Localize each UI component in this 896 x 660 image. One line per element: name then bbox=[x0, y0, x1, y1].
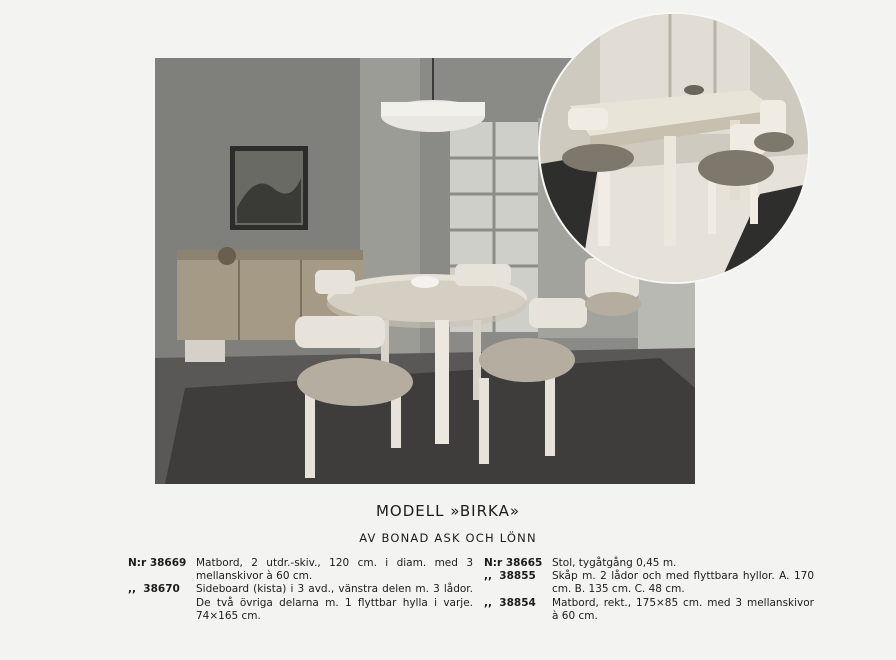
item-description: Matbord, 2 utdr.-skiv., 120 cm. i diam. med 3 mellanskivor à 60 cm. bbox=[196, 557, 473, 583]
item-number: N:r 38669 bbox=[128, 557, 187, 569]
model-title: MODELL »BIRKA» bbox=[375, 502, 521, 520]
item-description: Matbord, rekt., 175×85 cm. med 3 mellanskivor à 60 cm. bbox=[552, 596, 814, 622]
model-subtitle: AV BONAD ASK OCH LÖNN bbox=[359, 531, 537, 545]
spec-list-left bbox=[128, 557, 473, 623]
table-detail-inset bbox=[538, 12, 810, 284]
item-description: Skåp m. 2 lådor och med flyttbara hyllor. A. 170 cm. B. 135 cm. C. 48 cm. bbox=[552, 570, 814, 596]
item-description: Stol, tygåtgång 0,45 m. bbox=[552, 557, 677, 569]
item-number: ,, 38670 bbox=[128, 583, 180, 596]
item-description: Sideboard (kista) i 3 avd., vänstra delen m. 3 lådor. De två övriga delarna m. 1 flyttbar hylla i varje. 74×165 cm. bbox=[196, 583, 473, 622]
spec-item bbox=[128, 557, 473, 583]
spec-list-right bbox=[484, 557, 814, 623]
spec-item bbox=[484, 570, 814, 596]
item-number: ,, 38855 bbox=[484, 570, 536, 583]
spec-item bbox=[128, 583, 473, 623]
spec-item bbox=[484, 557, 814, 570]
spec-item bbox=[484, 597, 814, 623]
item-number: ,, 38854 bbox=[484, 596, 536, 609]
item-number: N:r 38665 bbox=[484, 557, 543, 569]
